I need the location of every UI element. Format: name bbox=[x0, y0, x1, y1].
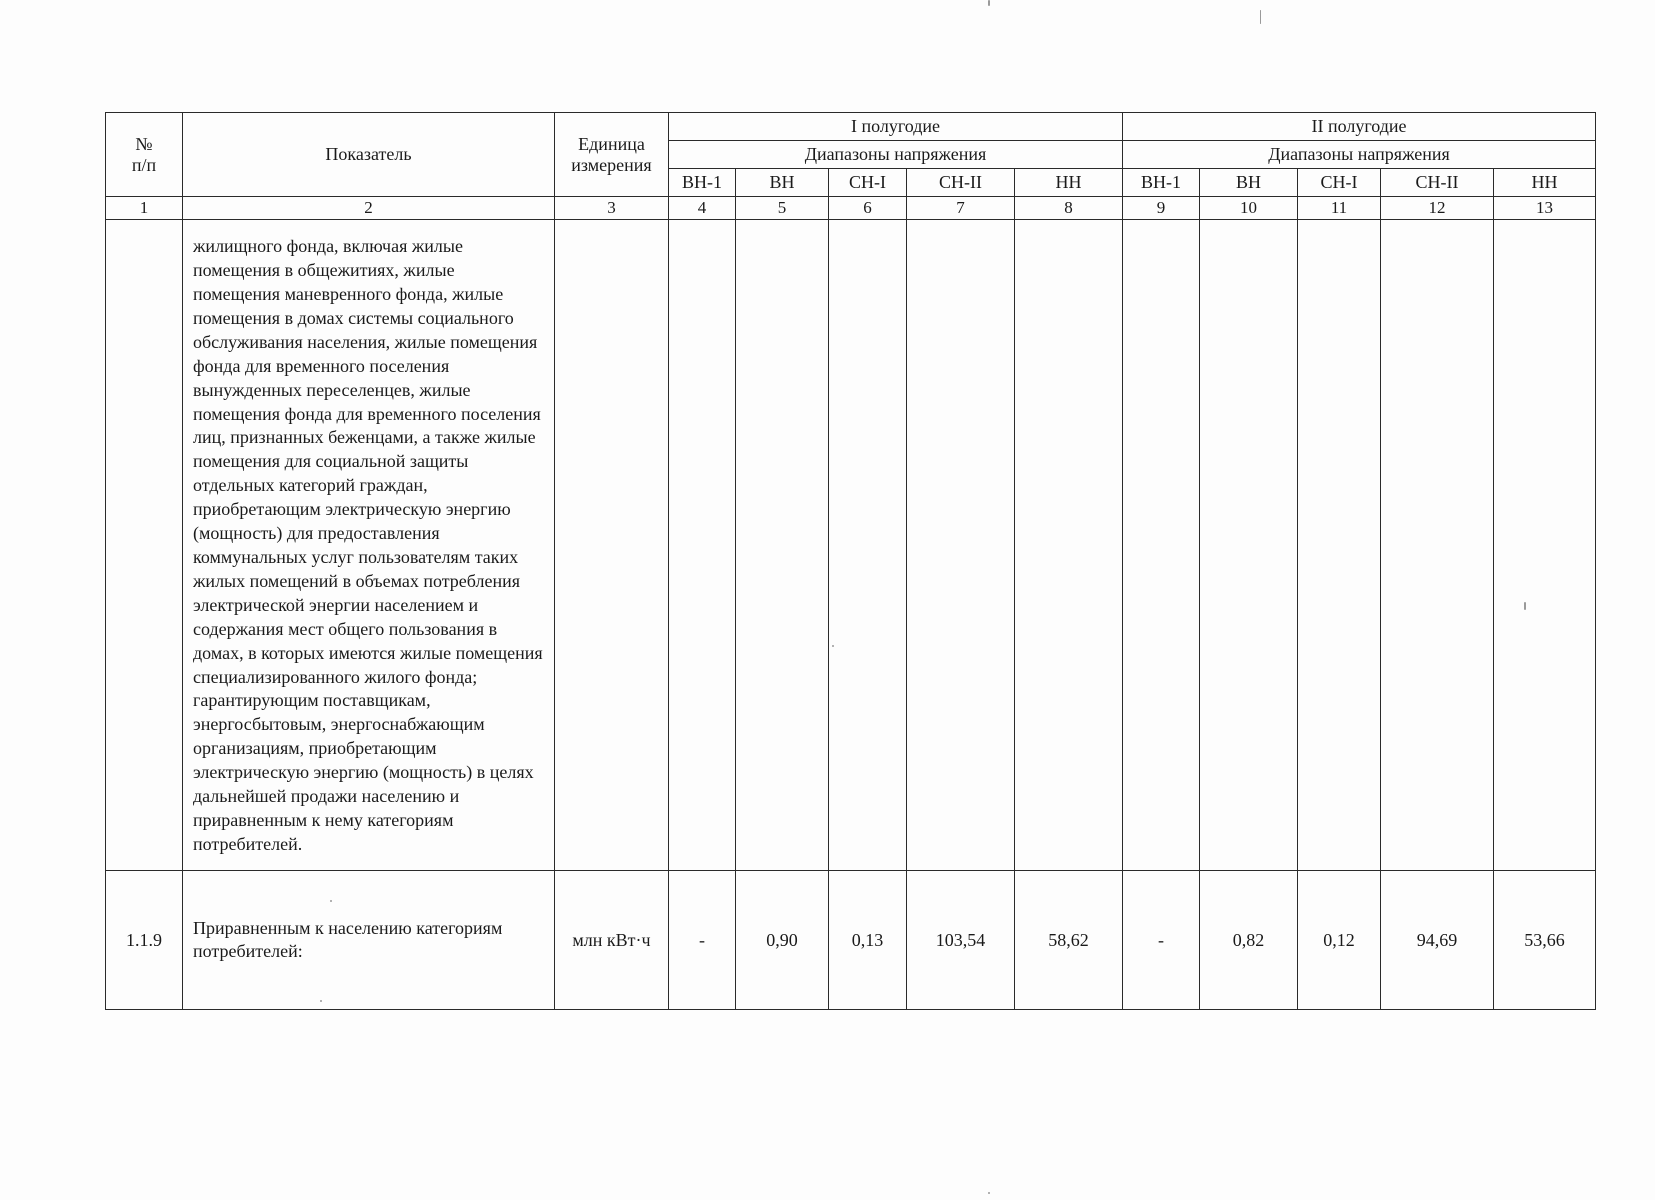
value-cell: 58,62 bbox=[1015, 871, 1123, 1010]
subheader-cell: НН bbox=[1015, 169, 1123, 197]
subheader-cell: ВН-1 bbox=[669, 169, 736, 197]
header-half-2: II полугодие bbox=[1123, 113, 1596, 141]
table-row bbox=[106, 220, 1596, 871]
subheader-cell: ВН bbox=[736, 169, 829, 197]
column-number: 2 bbox=[183, 197, 555, 220]
row-description-cell: Приравненным к населению категориям потребителей: bbox=[183, 871, 555, 1010]
value-cell bbox=[1494, 220, 1596, 871]
value-cell bbox=[829, 220, 907, 871]
header-row-periods bbox=[106, 113, 1596, 141]
scan-speck bbox=[1260, 10, 1261, 24]
row-description-cell: жилищного фонда, включая жилые помещения в общежитиях, жилые помещения маневренного фонда, жилые помещения в домах системы социального обслуживания населения, жилые помещения фонда для временного поселения вынужденных переселенцев, жилые помещения фонда для временного поселения лиц, признанных беженцами, а также жилые помещения для социальной защиты отдельных категорий граждан, приобретающим электрическую энергию (мощность) для предоставления коммунальных услуг пользователям таких жилых помещений в объемах потребления электрической энергии населением и содержания мест общего пользования в домах, в которых имеются жилые помещения специализированного жилого фонда; гарантирующим поставщикам, энергосбытовым, энергоснабжающим организациям, приобретающим электрическую энергию (мощность) в целях дальнейшей продажи населению и приравненным к нему категориям потребителей. bbox=[183, 220, 555, 871]
column-number: 3 bbox=[555, 197, 669, 220]
header-unit: Единица измерения bbox=[555, 113, 669, 197]
value-cell bbox=[1123, 220, 1200, 871]
row-num-cell: 1.1.9 bbox=[106, 871, 183, 1010]
subheader-cell: СН-I bbox=[1298, 169, 1381, 197]
scan-speck bbox=[320, 1000, 322, 1002]
scan-speck bbox=[330, 900, 332, 902]
value-cell bbox=[669, 220, 736, 871]
table-row bbox=[106, 871, 1596, 1010]
value-cell: 0,90 bbox=[736, 871, 829, 1010]
value-cell bbox=[1200, 220, 1298, 871]
column-number: 8 bbox=[1015, 197, 1123, 220]
value-cell: 53,66 bbox=[1494, 871, 1596, 1010]
value-cell: 0,82 bbox=[1200, 871, 1298, 1010]
column-number: 11 bbox=[1298, 197, 1381, 220]
value-cell bbox=[1381, 220, 1494, 871]
value-cell bbox=[907, 220, 1015, 871]
row-num-cell bbox=[106, 220, 183, 871]
scan-speck bbox=[988, 0, 990, 6]
subheader-cell: ВН-1 bbox=[1123, 169, 1200, 197]
scan-speck bbox=[832, 645, 834, 647]
column-number: 4 bbox=[669, 197, 736, 220]
column-number: 10 bbox=[1200, 197, 1298, 220]
value-cell bbox=[1298, 220, 1381, 871]
voltage-range-table bbox=[105, 112, 1596, 1010]
value-cell bbox=[736, 220, 829, 871]
column-number: 13 bbox=[1494, 197, 1596, 220]
scan-speck bbox=[988, 1192, 990, 1194]
column-number: 6 bbox=[829, 197, 907, 220]
subheader-cell: СН-II bbox=[907, 169, 1015, 197]
value-cell: - bbox=[669, 871, 736, 1010]
column-number: 5 bbox=[736, 197, 829, 220]
value-cell: 103,54 bbox=[907, 871, 1015, 1010]
scan-speck bbox=[1524, 602, 1526, 610]
header-half-1: I полугодие bbox=[669, 113, 1123, 141]
column-number: 9 bbox=[1123, 197, 1200, 220]
subheader-cell: НН bbox=[1494, 169, 1596, 197]
column-number: 1 bbox=[106, 197, 183, 220]
header-ranges-2: Диапазоны напряжения bbox=[1123, 141, 1596, 169]
subheader-cell: СН-II bbox=[1381, 169, 1494, 197]
value-cell: - bbox=[1123, 871, 1200, 1010]
column-number: 12 bbox=[1381, 197, 1494, 220]
value-cell: 0,13 bbox=[829, 871, 907, 1010]
column-number: 7 bbox=[907, 197, 1015, 220]
value-cell bbox=[1015, 220, 1123, 871]
value-cell: 94,69 bbox=[1381, 871, 1494, 1010]
header-num: № п/п bbox=[106, 113, 183, 197]
column-number-row bbox=[106, 197, 1596, 220]
subheader-cell: ВН bbox=[1200, 169, 1298, 197]
header-ranges-1: Диапазоны напряжения bbox=[669, 141, 1123, 169]
subheader-cell: СН-I bbox=[829, 169, 907, 197]
value-cell: 0,12 bbox=[1298, 871, 1381, 1010]
row-unit-cell: млн кВт·ч bbox=[555, 871, 669, 1010]
header-indicator: Показатель bbox=[183, 113, 555, 197]
row-unit-cell bbox=[555, 220, 669, 871]
